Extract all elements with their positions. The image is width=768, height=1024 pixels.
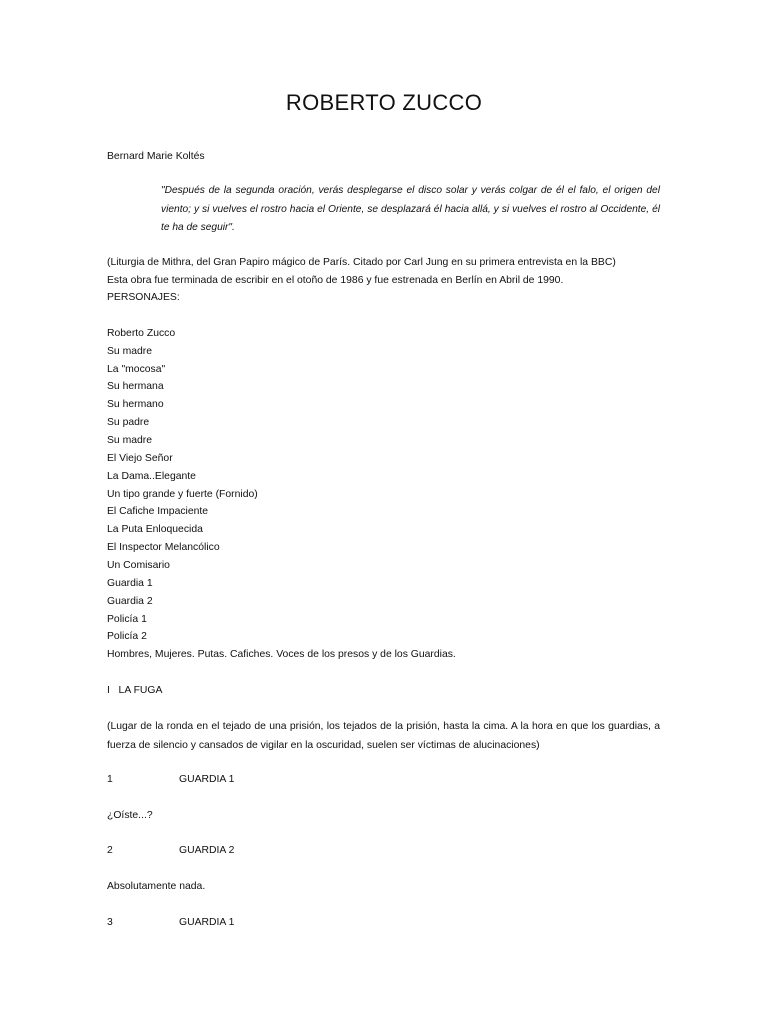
character-item: El Inspector Melancólico — [107, 542, 220, 553]
speaker-name: GUARDIA 1 — [179, 774, 235, 785]
dialogue-line: ¿Oíste...? — [107, 810, 153, 821]
character-item: La Dama..Elegante — [107, 471, 196, 482]
character-item: Su hermana — [107, 381, 164, 392]
character-item: Roberto Zucco — [107, 328, 176, 339]
character-item: Su madre — [107, 435, 153, 446]
epigraph-quote: "Después de la segunda oración, verás desplegarse el disco solar y verás colgar de él el falo, el origen del viento; y si vuelves el rostro hacia el Oriente, se desplazará él hacia allá, y si vuelves el rostro al Occidente, él te ha de seguir". — [161, 185, 660, 233]
line-number: 2 — [107, 845, 113, 856]
source-note: (Liturgia de Mithra, del Gran Papiro mágico de París. Citado por Carl Jung en su primera entrevista en la BBC) — [107, 257, 616, 268]
speaker-name: GUARDIA 2 — [179, 845, 235, 856]
character-item: Su madre — [107, 346, 153, 357]
character-item: Un tipo grande y fuerte (Fornido) — [107, 489, 258, 500]
character-item: Su padre — [107, 417, 150, 428]
character-item: Un Comisario — [107, 560, 170, 571]
character-item: Policía 1 — [107, 614, 147, 625]
scene-heading: I LA FUGA — [107, 685, 163, 696]
character-item: El Cafiche Impaciente — [107, 506, 209, 517]
character-item: Su hermano — [107, 399, 164, 410]
character-item: Guardia 1 — [107, 578, 153, 589]
characters-heading: PERSONAJES: — [107, 292, 180, 303]
dialogue-line: Absolutamente nada. — [107, 881, 206, 892]
speaker-name: GUARDIA 1 — [179, 917, 235, 928]
play-title: ROBERTO ZUCCO — [285, 90, 483, 115]
line-number: 1 — [107, 774, 113, 785]
character-item: Policía 2 — [107, 631, 147, 642]
character-item: La "mocosa" — [107, 364, 166, 375]
author-name: Bernard Marie Koltés — [107, 151, 205, 162]
premiere-note: Esta obra fue terminada de escribir en el otoño de 1986 y fue estrenada en Berlín en Abril de 1990. — [107, 275, 564, 286]
character-item: La Puta Enloquecida — [107, 524, 203, 535]
line-number: 3 — [107, 917, 113, 928]
stage-direction: (Lugar de la ronda en el tejado de una prisión, los tejados de la prisión, hasta la cima. A la hora en que los guardias, a fuerza de silencio y cansados de vigilar en la oscuridad, suelen ser víctimas de alucinaciones) — [107, 721, 660, 751]
character-item: El Viejo Señor — [107, 453, 173, 464]
character-item: Hombres, Mujeres. Putas. Cafiches. Voces de los presos y de los Guardias. — [107, 649, 456, 660]
character-item: Guardia 2 — [107, 596, 153, 607]
